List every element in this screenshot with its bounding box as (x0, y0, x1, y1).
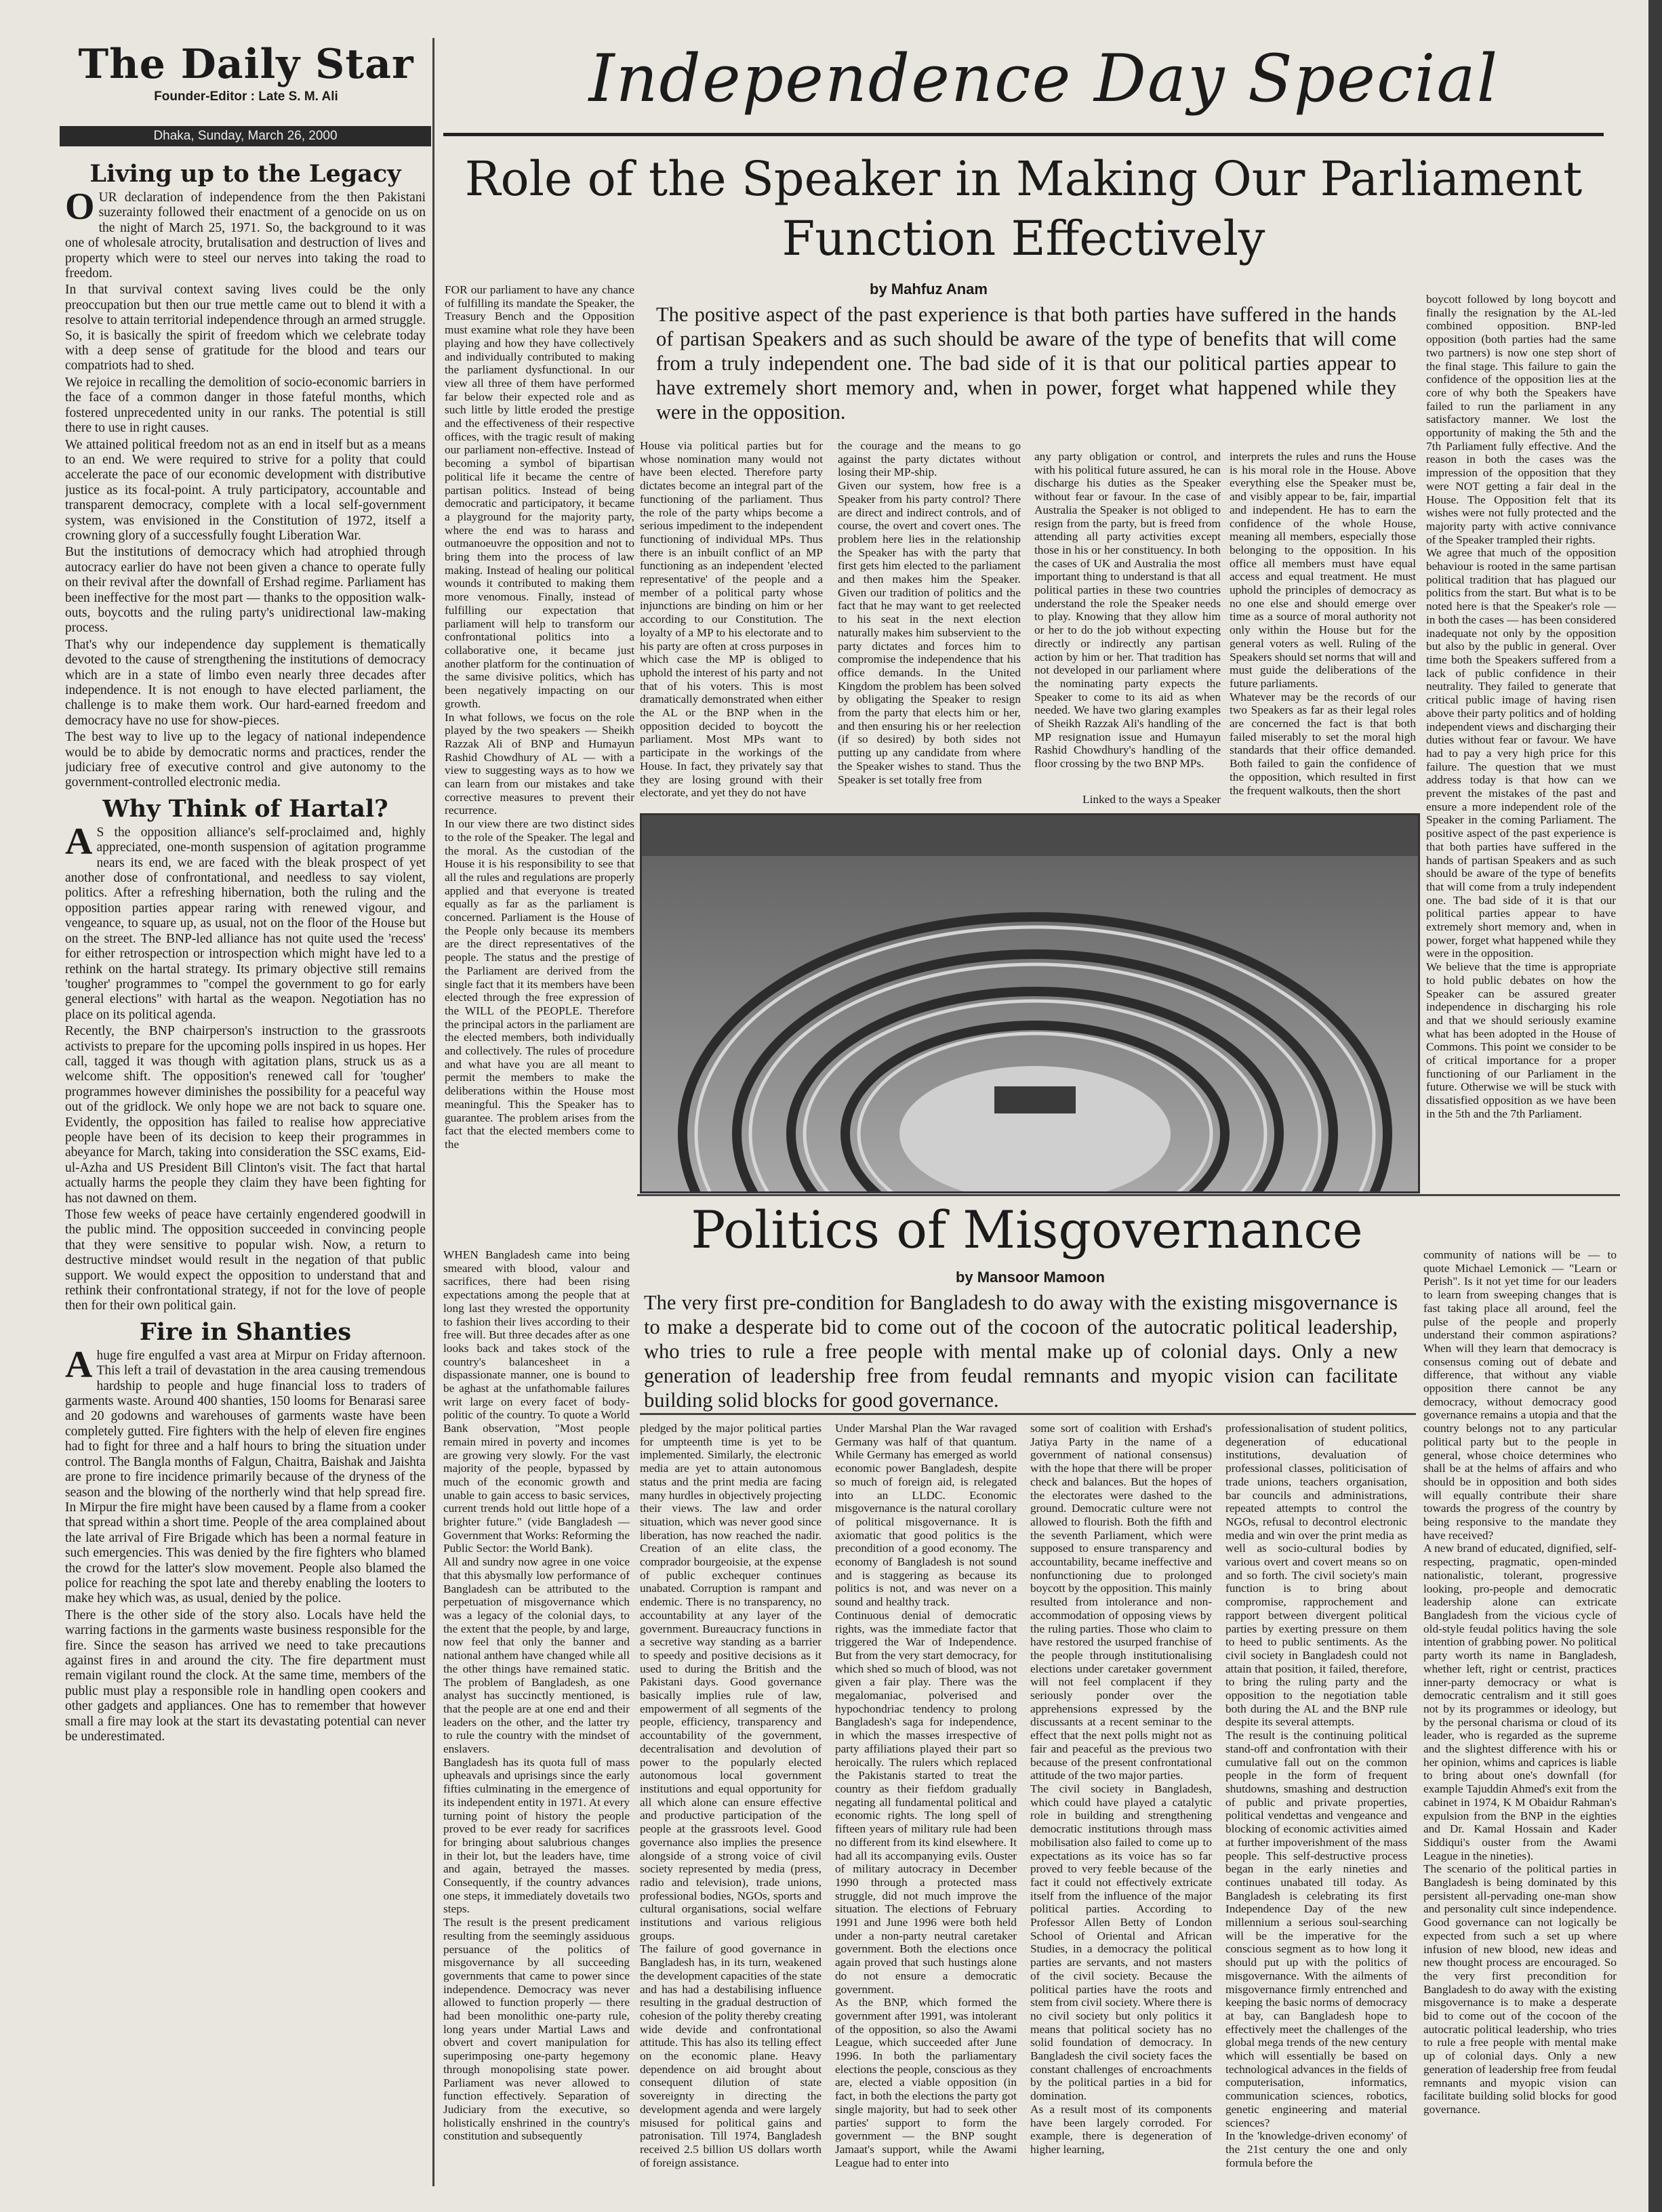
article-1-standfirst: The positive aspect of the past experience is that both parties have suffered in the hands of partisan Speakers and as such should be aware of the type of benefits that will come from a truly independent one. The bad side of it is that our political parties appear to have extremely short memory and, when in power, forget what happened while they were in the opposition. (656, 303, 1396, 424)
editorial-paragraph: That's why our independence day supplement is thematically devoted to the cause of strengthening the institutions of democracy which are in a state of limbo even nearly three decades after independence. It is not enough to have elected parliament, the challenge is to make them work. Our hard-earned freedom and democracy have no use for show-pieces. (65, 637, 426, 728)
dateline: Dhaka, Sunday, March 26, 2000 (60, 126, 431, 146)
article-1-column: boycott followed by long boycott and finally the resignation by the AL-led combined opposition. BNP-led opposition (both parties had the same two partners) is now one step short of the final stage. This failure to gain the confidence of the opposition lies at the core of why both the Speakers have failed to run the parliament in any satisfactory manner. We lost the opportunity of making the 5th and the 7th Parliament fully effective. And the reason in both the cases was the impression of the opposition that they were NOT getting a fair deal in the House. The Opposition felt that its wishes were not fully protected and the majority party with active connivance of the Speaker trampled their rights. We agree that much of the opposition behaviour is rooted in the same partisan political tradition that has plagued our politics from the start. But what is to be noted here is that the Speaker's role — in both the cases — has been considered inadequate not only by the opposition but also by the public in general. Over time both the Speakers suffered from a lack of public confidence in their neutrality. They failed to generate that critical public image of having risen above their party politics and of holding independent views and discharging their duties without fear or favour. We have had to pay a very high price for this failure. The question that we must address today is that how can we prevent the mistakes of the past and ensure a more independent role of the Speaker in the coming Parliament. The positive aspect of the past experience is that both parties have suffered in the hands of partisan Speakers and as such should be aware of the type of benefits that will come from a truly independent one. The bad side of it is that our political parties appear to have extremely short memory and, when in power, forget what happened while they were in the opposition. We believe that the time is appropriate to hold public debates on how the Speaker can be assured greater independence in discharging his role and that we should seriously examine what has been adopted in the House of Commons. This point we consider to be of critical importance for a proper functioning of our Parliament in the future. Otherwise we will be stuck with dissatisfied opposition as we have been in the 5th and the 7th Parliament. (1426, 293, 1616, 1120)
article-2-column: WHEN Bangladesh came into being smeared with blood, valour and sacrifices, there had been rising expectations among the people that at long last they wrested the opportunity to fashion their lives according to their free will. But three decades after as one looks back and takes stock of the country's balancesheet in a dispassionate manner, one is bound to be aghast at the unfathomable failures writ large on every facet of body-politic of the country. To quote a World Bank observation, "Most people remain mired in poverty and incomes are growing very slowly. For the vast majority of the people, bypassed by much of the economic growth and unable to gain access to basic services, current trends hold out little hope of a brighter future." (vide Bangladesh — Government that Works: Reforming the Public Sector: the World Bank). All and sundry now agree in one voice that this abysmally low performance of Bangladesh can be attributed to the perpetuation of misgovernance which was a legacy of the colonial days, to the extent that the people, by and large, now feel that only the banner and national anthem have changed while all the other things have remained static. The problem of Bangladesh, as one analyst has succinctly mentioned, is that the people are at one end and their leaders on the other, and the latter try to rule the country with the mindset of enslavers. Bangladesh has its quota full of mass upheavals and uprisings since the early fifties culminating in the emergence of its independent entity in 1971. At every turning point of history the people proved to be ever ready for sacrifices for bringing about salubrious changes in their lot, but the leaders have, time and again, betrayed the masses. Consequently, if the country advances one steps, it immediately dovetails two steps. The result is the present predicament resulting from the seemingly assiduous persuance of the politics of misgovernance by all succeeding governments that came to power since independence. Democracy was never allowed to function properly — there had been monolithic one-party rule, long years under Martial Laws and obvert and covert manipulation for superimposing one-party hegemony through monopolising state power. Parliament was never allowed to function effectively. Separation of Judiciary from the executive, so holistically enshrined in the country's constitution and subsequently (443, 1248, 630, 2143)
article-1-byline: by Mahfuz Anam (870, 281, 988, 298)
article-2-column: community of nations will be — to quote Michael Lemonick — "Learn or Perish". Is it not yet time for our leaders to learn from sweeping changes that is fast taking place all around, feel the pulse of the people and properly understand their common aspirations? When will they learn that democracy is consensus coming out of debate and difference, that without any viable opposition there cannot be any democracy, without democracy good governance remains a utopia and that the country belongs not to any particular political party but to the people in general, whose choice determines who shall be at the helms of affairs and who should be in opposition and both sides will equally contribute their share towards the progress of the country by being responsive to the mandate they have received? A new brand of educated, dignified, self-respecting, pragmatic, open-minded nationalistic, tolerant, progressive looking, pro-people and democratic leadership alone can extricate Bangladesh from the vicious cycle of old-style feudal politics having the sole intention of grabbing power. No political party worth its name in Bangladesh, whether left, right or centrist, practices inner-party democracy or what is democratic centralism and it still goes not by its programmes or ideology, but by the personal charisma or cloud of its leader, who is regarded as the supreme and the slightest difference with his or her opinion, whims and caprices is liable to bring about one's downfall (for example Tajuddin Ahmed's exit from the cabinet in 1974, K M Obaidur Rahman's expulsion from the BNP in the eighties and Dr. Kamal Hossain and Kader Siddiqui's ouster from the Awami League in the nineties). The scenario of the political parties in Bangladesh is being dominated by this persistent all-pervading one-man show and personality cult since independence. Good governance can not logically be expected from such a set up where infusion of new blood, new ideas and new thought process are encouraged. So the very first precondition for Bangladesh to do away with the existing misgovernance is to make a desperate bid to come out of the cocoon of the autocratic political leadership, who tries to rule a free people with mental make up of colonial days. Only a new generation of leadership free from feudal remnants and myopic vision can facilitate building solid blocks for good governance. (1423, 1248, 1617, 2116)
masthead-founder: Founder-Editor : Late S. M. Ali (154, 89, 338, 104)
editorial-paragraph: We rejoice in recalling the demolition of socio-economic barriers in the face of a common danger in those fateful months, which fostered unprecedented unity in our ranks. The potential is still there to use in right causes. (65, 375, 426, 436)
article-2-standfirst: The very first pre-condition for Bangladesh to do away with the existing misgovernance is to make a desperate bid to come out of the cocoon of the autocratic political leadership, who tries to rule a free people with mental make up of colonial days. Only a new generation of leadership free from feudal remnants and myopic vision can facilitate building solid blocks for good governance. (644, 1291, 1398, 1412)
article-2-column: Under Marshal Plan the War ravaged Germany was half of that quantum. While Germany has emerged as world economic power Bangladesh, despite so much of foreign aid, is relegated into an LLDC. Economic misgovernance is the natural corollary of political misgovernance. It is axiomatic that good politics is the precondition of a good economy. The economy of Bangladesh is not sound and is staggering as because its politics is not, and was never on a sound and healthy track. Continuous denial of democratic rights, was the immediate factor that triggered the War of Independence. But from the very start democracy, for which shed so much of blood, was not given a fair play. There was the megalomaniac, polverised and hypochondriac tendency to prolong Bangladesh's saga for independence, in which the masses irrespective of party affiliations played their part so heroically. The rulers which replaced the Pakistanis started to treat the country as their fiefdom gradually negating all fundamental political and economic rights. The long spell of fifteen years of military rule had been no different from its kind elsewhere. It had all its accompanying evils. Ouster of military autocracy in December 1990 through a protected mass struggle, did not much improve the situation. The elections of February 1991 and June 1996 were both held under a non-party neutral caretaker government. Both the elections once again proved that such hustings alone do not ensure a democratic government. As the BNP, which formed the government after 1991, was intolerant of the opposition, so also the Awami League, which succeeded after June 1996. In both the parliamentary elections the people, conscious as they are, elected a viable opposition (in fact, in both the elections the party got single majority, but had to seek other parties' support to form the government — the BNP sought Jamaat's support, while the Awami League had to enter into (835, 1422, 1017, 2169)
standfirst-rule (640, 1413, 1416, 1415)
editorial-paragraph: AS the opposition alliance's self-proclaimed and, highly appreciated, one-month suspension of agitation programme nears its end, we are faced with the bleak prospect of yet another dose of confrontational, and needless to say violent, politics. After a refreshing hibernation, both the ruling and the opposition parties appear raring with renewed vigour, and vengeance, to square up, as usual, not on the floor of the House but on the street. The BNP-led alliance has not quite used the 'recess' for either retrospection or introspection which might have led to a rethink on the hartal strategy. Its primary objective still remains 'tougher' programmes to "compel the government to go for early general elections" with hartal as the weapon. Negotiation has no place on its political agenda. (65, 820, 426, 1022)
section-rule (637, 1194, 1620, 1196)
article-2-byline: by Mansoor Mamoon (955, 1269, 1105, 1286)
editorial-paragraph: We attained political freedom not as an end in itself but as a means to an end. We were required to strive for a polity that could accelerate the pace of our economic development with distributive justice as its focal-point. A truly participatory, accountable and transparent democracy, complete with a local self-government system, was envisioned in the Constitution of 1972, itself a crowning glory of a successfully fought Liberation War. (65, 437, 426, 543)
article-1-column: any party obligation or control, and with his political future assured, he can discharge his duties as the Speaker without fear or favour. In the case of Australia the Speaker is not obliged to resign from the party, but is freed from attending all party activities except those in his or her constituency. In both the cases of UK and Australia the most important thing to understand is that all political parties in these two countries understand the role the Speaker needs to play. Knowing that they allow him or her to do the job without expecting directly or indirectly any partisan action by him or her. That tradition has not developed in our parliament where the nominating party expects the Speaker to come to its aid as when needed. We have two glaring examples of Sheikh Razzak Ali's handling of the MP resignation issue and Humayun Rashid Chowdhury's handling of the floor crossing by the two BNP MPs. (1034, 450, 1221, 771)
article-1-column: interprets the rules and runs the House is his moral role in the House. Above everything else the Speaker must be, and visibly appear to be, fair, impartial and independent. He has to earn the confidence of the whole House, meaning all members, especially those belonging to the opposition. In his office all members must have equal access and equal treatment. He must uphold the principles of democracy as no one else and should emerge over time as a source of moral authority not only within the House but for the general voters as well. Ruling of the Speakers should set norms that will and must guide the deliberations of the future parliaments. Whatever may be the records of our two Speakers as far as their legal roles are concerned the fact is that both failed miserably to set the moral high standards that their office demanded. Both failed to gain the confidence of the opposition, which resulted in first the frequent walkouts, then the short (1230, 450, 1416, 797)
editorial-paragraph: The best way to live up to the legacy of national independence would be to abide by democratic norms and practices, render the judiciary free of executive control and give autonomy to the government-controlled electronic media. (65, 730, 426, 790)
masthead-title: The Daily Star (78, 41, 414, 88)
editorial-heading: Fire in Shanties (139, 1317, 352, 1346)
editorial-column (65, 156, 426, 2175)
editorial-paragraph: There is the other side of the story also. Locals have held the warring factions in the garments waste business responsible for the fire. Since the season has arrived we need to take precautions against fires in and around the city. The fire department must remain vigilant round the clock. At the same time, members of the public must play a responsible role in handling open cookers and other gadgets and appliances. One has to remember that however small a fire may look at the start its devastating potential can never be underestimated. (65, 1607, 426, 1744)
editorial-paragraph: Ahuge fire engulfed a vast area at Mirpur on Friday afternoon. This left a trail of devastation in the area causing tremendous hardship to people and huge financial loss to traders of garments waste. Around 400 shanties, 150 looms for Benarasi saree and 20 godowns and warehouses of garments waste have been completely gutted. Fire fighters with the help of eleven fire engines had to fight for three and a half hours to bring the situation under control. The Bangla months of Falgun, Chaitra, Baishak and Jaishta are prone to fire incidence primarily because of the dryness of the season and the blowing of the northerly wind that help spread fire. In Mirpur the fire might have been caused by a flame from a cooker that spread within a short time. People of the area complained about the late arrival of Fire Brigade which has been a normal feature in such emergencies. This was denied by the fire fighters who blamed the crowd for the latter's slow movement. People also blamed the police for reaching the spot late and thereby enabling the looters to make hey which was, as usual, denied by the police. (65, 1343, 426, 1606)
article-1-jump-line: Linked to the ways a Speaker (1082, 793, 1221, 806)
article-2-column: some sort of coalition with Ershad's Jatiya Party in the name of a government of national consensus) with the hope that there will be proper check and balances. But the hopes of the electorates were dashed to the ground. Democratic culture were not allowed to flourish. Both the fifth and the seventh Parliament, which were supposed to ensure transparency and accountability, became ineffective and nonfunctioning due to prolonged boycott by the opposition. This mainly resulted from intolerance and non-accommodation of opposing views by the ruling parties. Those who claim to have restored the usurped franchise of the people through institutionalising elections under caretaker government will not feel complacent if they seriously ponder over the apprehensions expressed by the discussants at a recent seminar to the effect that the next polls might not as fair and peaceful as the previous two because of the present confrontational attitude of the two major parties. The civil society in Bangladesh, which could have played a catalytic role in building and strengthening democratic institutions through mass mobilisation also failed to come up to expectations as its voice has so far proved to very feeble because of the fact it could not effectively extricate itself from the influence of the major political parties. According to Professor Allen Betty of London School of Oriental and African Studies, in a democracy the political parties are servants, and not masters of the civil society. Because the political parties have the roots and stem from civil society. Where there is no civil society but only politics it means that political society has no solid foundation of democracy. In Bangladesh the civil society faces the constant challenges of encroachments by the political parties in a bid for domination. As a result most of its components have been largely corroded. For example, there is degeneration of higher learning, (1030, 1422, 1212, 2156)
column-divider (432, 38, 434, 2186)
editorial-2 (65, 795, 426, 1314)
article-1-column: the courage and the means to go against the party dictates without losing their MP-ship. Given our system, how free is a Speaker from his party control? There are direct and indirect controls, and of course, the overt and covert ones. The problem here lies in the relationship the Speaker has with the party that first gets him elected to the parliament and then makes him the Speaker. Given our tradition of politics and the fact that he may want to get reelected to his seat in the next election naturally makes him subservient to the party dictates and forces him to compromise the independence that his office demands. In the United Kingdom the problem has been solved by obligating the Speaker to resign from the party that elects him or her, and then ensuring his or her reelection (if so desired) by both sides not putting up any candidate from where the Speaker wishes to stand. Thus the Speaker is set totally free from (838, 439, 1021, 786)
parliament-photo (640, 813, 1420, 1193)
editorial-paragraph: OUR declaration of independence from the then Pakistani suzerainty followed their enactment of a genocide on us on the night of March 25, 1971. So, the background to it was one of wholesale atrocity, brutalisation and destruction of lives and property which were to steel our nerves into taking the road to freedom. (65, 186, 426, 281)
masthead (60, 41, 432, 104)
page-edge (1648, 0, 1662, 2212)
parliament-chamber-illustration (642, 815, 1418, 1191)
article-2-column: pledged by the major political parties for umpteenth time is yet to be implemented. Similarly, the electronic media are yet to attain autonomous status and the print media are facing many hurdles in objectively projecting their views. The law and order situation, which was never good since liberation, has now reached the nadir. Creation of an elite class, the comprador bourgeoisie, at the expense of public exchequer continues unabated. Corruption is rampant and endemic. There is no transparency, no accountability at any layer of the government. Bureaucracy functions in a secretive way standing as a barrier to speedy and positive decisions as it used to during the British and the Pakistani days. Good governance basically implies rule of law, empowerment of all segments of the people, efficiency, transparency and accountability of the government, decentralisation and devolution of power to the popularly elected autonomous local government institutions and equal opportunity for all which alone can ensure effective and productive participation of the people at the grassroots level. Good governance also implies the presence alongside of a strong voice of civil society represented by media (press, radio and television), trade unions, professional bodies, NGOs, sports and cultural organisations, social welfare institutions and various religious groups. The failure of good governance in Bangladesh has, in its turn, weakened the development capacities of the state and has had a destabilising influence resulting in the gradual destruction of cohesion of the polity thereby creating wide devide and confrontational attitude. This has also its telling effect on the economic plane. Heavy dependence on aid brought about consequent dilution of state sovereignty in directing the development agenda and were largely misused for political gains and patronisation. Till 1974, Bangladesh received 2.5 billion US dollars worth of foreign assistance. (640, 1422, 822, 2169)
section-banner: Independence Day Special (588, 41, 1499, 117)
editorial-paragraph: Those few weeks of peace have certainly engendered goodwill in the public mind. The opposition succeeded in convincing people that they were sensitive to popular wish. Now, a return to destructive mindset would result in the negation of that public support. We would expect the opposition to understand that and rethink their confrontational strategy, if not for the love of people then for their own political gain. (65, 1208, 426, 1313)
article-1-column: FOR our parliament to have any chance of fulfilling its mandate the Speaker, the Treasury Bench and the Opposition must examine what role they have been playing and how they have collectively and individually contributed to making the parliament dysfunctional. In our view all three of them have performed far below their expected role and as such little by little eroded the prestige and the effectiveness of their respective offices, with the tragic result of making our parliament non-effective. Instead of becoming a symbol of bipartisan political life it became the centre of partisan politics. Instead of being democratic and participatory, it became a playground for the majority party, where the end was to harass and outmanoeuvre the opposition and not to bring them into the process of law making. Instead of healing our political wounds it contributed to making them more venomous. Finally, instead of fulfilling our expectation that parliament will help to transform our confrontational politics into a collaborative one, it became just another platform for the continuation of the same divisive politics, which has been negatively impacting on our growth. In what follows, we focus on the role played by the two speakers — Sheikh Razzak Ali of BNP and Humayun Rashid Chowdhury of AL — with a view to suggesting ways as to how we can learn from our mistakes and take corrective measures to prevent their recurrence. In our view there are two distinct sides to the role of the Speaker. The legal and the moral. As the custodian of the House it is his responsibility to see that all the rules and regulations are properly applied and that everyone is treated equally as far as the parliament is concerned. Parliament is the House of the People only because its members are the direct representatives of the people. The status and the prestige of the Parliament are derived from the single fact that it its members have been elected through the free expression of the WILL of the PEOPLE. Therefore the principal actors in the parliament are the elected members, both individually and collectively. The rules of procedure and what have you are all meant to permit the members to make the deliberations within the House most meaningful. This the Speaker has to guarantee. The problem arises from the fact that the elected members come to the (445, 283, 634, 1151)
editorial-paragraph: Recently, the BNP chairperson's instruction to the grassroots activists to prepare for the upcoming polls inspired in us hopes. Her call, tagged it was though with agitation plans, struck us as a welcome shift. The opposition's renewed call for 'tougher' programmes however diminishes the possibility for a peaceful way out of the gridlock. We only hope we are not back to square one. Evidently, the opposition has failed to realise how appreciative people have been of its decision to keep their programmes in abeyance for March, taking into consideration the SSC exams, Eid-ul-Azha and US President Bill Clinton's visit. The fact that hartal actually harms the people they claim they have been fighting for has not dawned on them. (65, 1024, 426, 1206)
article-2-headline: Politics of Misgovernance (691, 1200, 1363, 1260)
banner-rule (443, 133, 1604, 136)
editorial-heading: Why Think of Hartal? (102, 794, 388, 823)
editorial-paragraph: In that survival context saving lives could be the only preoccupation but then our true mettle came out to blend it with a resolve to attain territorial independence through an armed struggle. So, it is basically the spirit of freedom which we celebrate today with a deep sense of gratitude for the blood and tears our compatriots had to shed. (65, 283, 426, 373)
editorial-paragraph: But the institutions of democracy which had atrophied through autocracy earlier do have not been given a chance to operate fully on their revival after the downfall of Ershad regime. Parliament has been ineffective for the most part — thanks to the opposition walk-outs, boycotts and the ruling party's unidirectional law-making process. (65, 545, 426, 636)
editorial-3 (65, 1318, 426, 1745)
editorial-heading: Living up to the Legacy (89, 160, 401, 188)
editorial-1 (65, 160, 426, 791)
article-1-headline: Role of the Speaker in Making Our Parliament Function Effectively (464, 151, 1583, 266)
article-1-column: House via political parties but for whose nomination many would not have been elected. Therefore party dictates become an integral part of the functioning of the parliament. Thus the role of the party whips become a serious impediment to the independent functioning of individual MPs. Thus there is an inbuilt conflict of an MP functioning as an independent 'elected representative' of the people and a member of a political party whose injunctions are binding on him or her according to our Constitution. The loyalty of a MP to his electorate and to his party are often at cross purposes in which case the MP is obliged to uphold the interest of his party and not that of his voters. This is most dramatically demonstrated when either the AL or the BNP when in the opposition decided to boycott the parliament. Most MPs want to participate in the workings of the House. In fact, they privately say that they are losing ground with their electorate, and yet they do not have (640, 439, 823, 800)
article-2-column: professionalisation of student politics, degeneration of educational institutions, devaluation of professional classes, politicisation of trade unions, teachers organisation, bar councils and administrations, repeated attempts to control the NGOs, refusal to decontrol electronic media and win over the print media as well as socio-cultural bodies by various overt and covert means so on and so forth. The civil society's main function is to bring about compromise, rapprochement and rapport between divergent political parties by exerting pressure on them to heed to public sentiments. As the civil society in Bangladesh could not attain that position, it failed, therefore, to bring the ruling party and the opposition to the negotiation table both during the AL and the BNP rule despite its several attempts. The result is the continuing political stand-off and confrontation with their cumulative fall out on the common people in the form of frequent shutdowns, smashing and destruction of public and private properties, political vendettas and vengeance and blocking of economic activities aimed at further impoverishment of the mass people. This self-destructive process began in the early nineties and continues unabated till today. As Bangladesh is celebrating its first Independence Day of the new millennium a serious soul-searching will be the imperative for the conscious segment as to how long it should put up with the politics of misgovernance. With the ailments of misgovernance firmly entrenched and keeping the basic norms of democracy at bay, can Bangladesh hope to effectively meet the challenges of the global mega trends of the new century which will essentially be based on technological advances in the fields of computerisation, informatics, communication sciences, robotics, genetic engineering and material sciences? In the 'knowledge-driven economy' of the 21st century the one and only formula before the (1225, 1422, 1407, 2169)
